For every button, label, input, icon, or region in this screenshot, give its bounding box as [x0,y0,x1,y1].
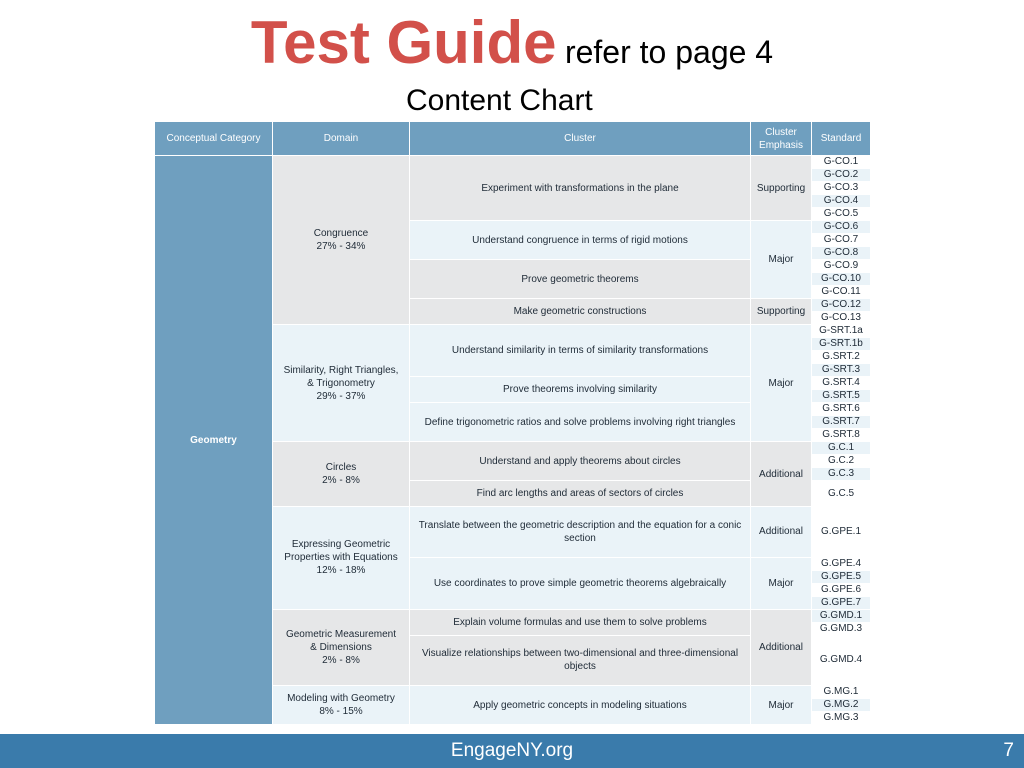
header-domain: Domain [273,122,410,156]
standard-cell: G-CO.10 [812,273,871,286]
header-standard: Standard [812,122,871,156]
header-row [155,122,871,156]
standard-cell: G-SRT.3 [812,364,871,377]
slide-title [0,8,1024,77]
emphasis-cell: Major [751,686,812,725]
standard-cell: G.GMD.3 [812,622,871,635]
standard-cell: G-CO.2 [812,169,871,182]
footer-bar [0,734,1024,768]
cluster-cell: Prove theorems involving similarity [410,377,751,403]
standard-cell: G.SRT.2 [812,351,871,364]
cluster-cell: Experiment with transformations in the plane [410,156,751,221]
domain-similarity: Similarity, Right Triangles, & Trigonometry 29% - 37% [273,325,410,442]
standard-cell: G-CO.6 [812,221,871,234]
standard-cell: G-CO.3 [812,182,871,195]
header-cluster: Cluster [410,122,751,156]
cluster-cell: Translate between the geometric description and the equation for a conic section [410,507,751,557]
emphasis-cell: Major [751,557,812,609]
cluster-cell: Make geometric constructions [410,299,751,325]
slide-subtitle: Content Chart [406,84,593,117]
standard-cell: G-CO.9 [812,260,871,273]
emphasis-cell: Additional [751,609,812,685]
header-emphasis: Cluster Emphasis [751,122,812,156]
cluster-cell: Prove geometric theorems [410,260,751,299]
content-chart-table [154,121,871,725]
header-category: Conceptual Category [155,122,273,156]
standard-cell: G.SRT.8 [812,429,871,442]
emphasis-cell: Additional [751,442,812,507]
standard-cell: G.SRT.4 [812,377,871,390]
standard-cell: G.MG.2 [812,699,871,712]
standard-cell: G-CO.1 [812,156,871,169]
standard-cell: G.SRT.6 [812,403,871,416]
standard-cell: G-SRT.1a [812,325,871,338]
standard-cell: G.C.3 [812,468,871,481]
standard-cell: G-CO.5 [812,208,871,221]
standard-cell: G-CO.12 [812,299,871,312]
emphasis-cell: Supporting [751,299,812,325]
domain-measurement: Geometric Measurement & Dimensions 2% - 8% [273,609,410,685]
standard-cell: G-CO.13 [812,312,871,325]
standard-cell: G-SRT.1b [812,338,871,351]
standard-cell: G-CO.7 [812,234,871,247]
standard-cell: G.C.1 [812,442,871,455]
standard-cell: G-CO.8 [812,247,871,260]
standard-cell: G.GMD.1 [812,609,871,622]
standard-cell: G.GPE.5 [812,570,871,583]
page-number: 7 [1003,740,1014,761]
category-cell: Geometry [155,156,273,725]
standard-cell: G.GPE.6 [812,583,871,596]
standard-cell: G.C.2 [812,455,871,468]
standard-cell: G-CO.11 [812,286,871,299]
standard-cell: G.GPE.4 [812,557,871,570]
cluster-cell: Use coordinates to prove simple geometric theorems algebraically [410,557,751,609]
standard-cell: G.GPE.1 [812,507,871,557]
standard-cell: G.GMD.4 [812,635,871,685]
cluster-cell: Understand and apply theorems about circles [410,442,751,481]
cluster-cell: Visualize relationships between two-dimensional and three-dimensional objects [410,635,751,685]
domain-modeling: Modeling with Geometry 8% - 15% [273,686,410,725]
cluster-cell: Explain volume formulas and use them to solve problems [410,609,751,635]
title-note: refer to page 4 [564,34,774,70]
title-main: Test Guide [250,9,557,76]
standard-cell: G.SRT.7 [812,416,871,429]
standard-cell: G.MG.1 [812,686,871,699]
standard-cell: G.C.5 [812,481,871,507]
cluster-cell: Apply geometric concepts in modeling situations [410,686,751,725]
standard-cell: G.GPE.7 [812,596,871,609]
emphasis-cell: Major [751,325,812,442]
emphasis-cell: Major [751,221,812,299]
cluster-cell: Define trigonometric ratios and solve problems involving right triangles [410,403,751,442]
domain-circles: Circles 2% - 8% [273,442,410,507]
cluster-cell: Understand congruence in terms of rigid motions [410,221,751,260]
domain-congruence: Congruence 27% - 34% [273,156,410,325]
cluster-cell: Find arc lengths and areas of sectors of circles [410,481,751,507]
footer-site: EngageNY.org [450,740,574,761]
emphasis-cell: Supporting [751,156,812,221]
emphasis-cell: Additional [751,507,812,557]
standard-cell: G-CO.4 [812,195,871,208]
standard-cell: G.MG.3 [812,712,871,725]
standard-cell: G.SRT.5 [812,390,871,403]
cluster-cell: Understand similarity in terms of similarity transformations [410,325,751,377]
domain-expressing: Expressing Geometric Properties with Equations 12% - 18% [273,507,410,609]
